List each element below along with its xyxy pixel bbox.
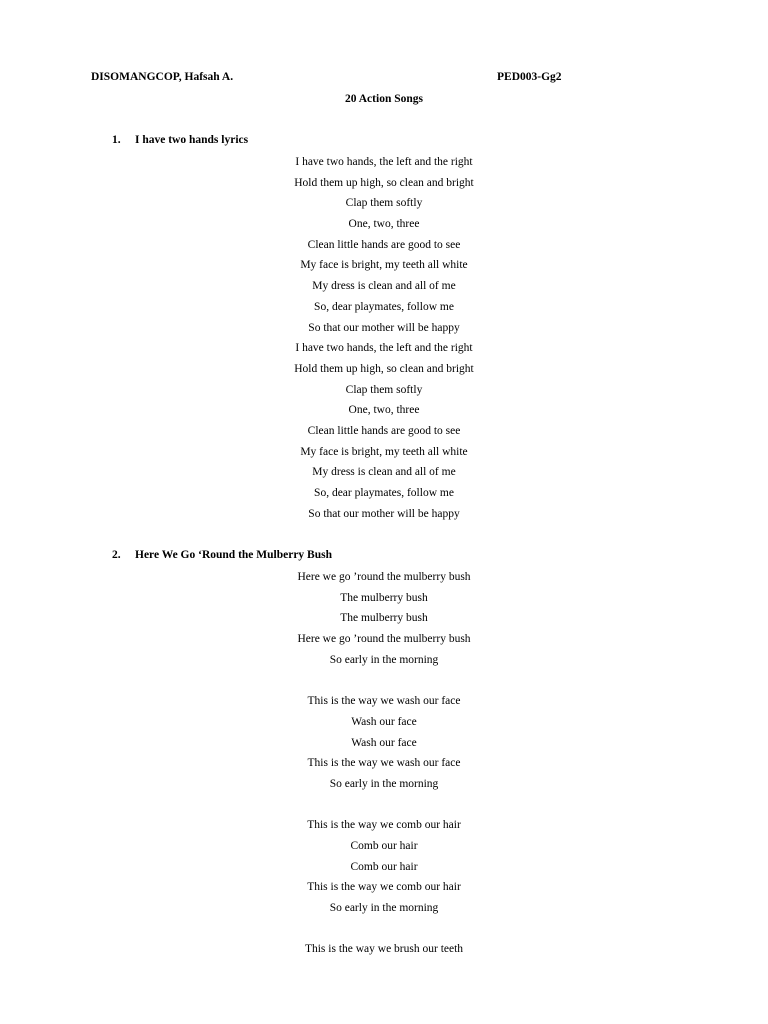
- lyric-line: This is the way we brush our teeth: [304, 943, 464, 956]
- lyric-line: Clean little hands are good to see: [307, 238, 461, 251]
- lyric-line: So early in the morning: [329, 777, 439, 790]
- lyric-line: I have two hands, the left and the right: [295, 342, 473, 355]
- lyric-line: Clap them softly: [345, 197, 423, 210]
- lyric-line: The mulberry bush: [340, 612, 428, 625]
- song-heading: [112, 134, 248, 146]
- stanza-gap: [0, 919, 768, 940]
- lyric-line: One, two, three: [348, 218, 420, 231]
- lyric-line: So that our mother will be happy: [308, 321, 460, 334]
- lyric-line: So that our mother will be happy: [308, 507, 460, 520]
- lyric-line: So early in the morning: [329, 653, 439, 666]
- lyric-line: Hold them up high, so clean and bright: [294, 176, 474, 189]
- lyric-line: This is the way we comb our hair: [307, 881, 461, 894]
- lyric-line: Wash our face: [351, 715, 417, 728]
- song-heading: [112, 549, 332, 561]
- song-lyrics: [0, 567, 768, 960]
- author-name: DISOMANGCOP, Hafsah A.: [91, 71, 234, 83]
- lyric-line: Wash our face: [351, 736, 417, 749]
- lyric-line: The mulberry bush: [340, 591, 428, 604]
- lyric-line: Hold them up high, so clean and bright: [294, 362, 474, 375]
- lyric-line: So, dear playmates, follow me: [314, 487, 454, 499]
- lyric-line: This is the way we wash our face: [307, 757, 461, 770]
- song-title: I have two hands lyrics: [135, 134, 249, 146]
- lyric-line: My dress is clean and all of me: [312, 280, 456, 293]
- lyric-line: Comb our hair: [350, 860, 418, 873]
- lyric-line: This is the way we wash our face: [307, 695, 461, 708]
- lyric-line: So, dear playmates, follow me: [314, 300, 454, 313]
- lyric-line: My dress is clean and all of me: [312, 466, 456, 479]
- song-number: 2.: [112, 549, 121, 561]
- stanza-gap: [0, 795, 768, 816]
- song-number: 1.: [112, 134, 121, 146]
- lyric-line: Here we go ’round the mulberry bush: [297, 633, 471, 646]
- lyric-line: This is the way we comb our hair: [307, 819, 461, 832]
- document-title: 20 Action Songs: [345, 93, 423, 105]
- lyric-line: So early in the morning: [329, 902, 439, 914]
- lyric-line: I have two hands, the left and the right: [295, 156, 473, 168]
- lyric-line: Here we go ’round the mulberry bush: [297, 571, 471, 583]
- lyric-line: Clap them softly: [345, 383, 423, 396]
- lyric-line: Comb our hair: [350, 839, 418, 852]
- lyric-line: My face is bright, my teeth all white: [300, 445, 468, 458]
- song-title: Here We Go ‘Round the Mulberry Bush: [135, 549, 332, 561]
- lyric-line: Clean little hands are good to see: [307, 424, 461, 437]
- stanza-gap: [0, 670, 768, 691]
- lyric-line: My face is bright, my teeth all white: [300, 259, 468, 272]
- course-code: PED003-Gg2: [497, 71, 562, 83]
- song-lyrics: [0, 152, 768, 524]
- lyric-line: One, two, three: [348, 404, 420, 417]
